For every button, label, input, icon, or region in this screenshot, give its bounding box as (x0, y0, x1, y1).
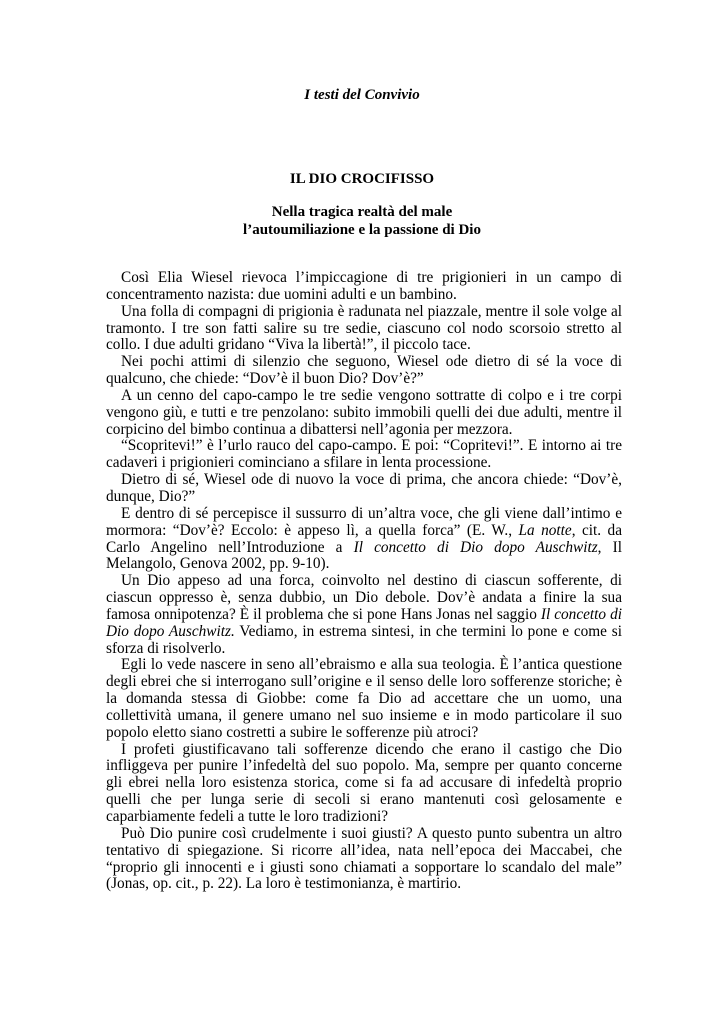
series-title: I testi del Convivio (304, 87, 420, 103)
body-paragraph (106, 270, 622, 304)
paragraph-text: Una folla di compagni di prigionia è radunata nel piazzale, mentre il sole volge al tramonto. I tre son fatti salire su tre sedie, ciascuno col nodo scorsoio stretto al collo. I due adulti gridano “Viva la libertà!”, il piccolo tace. (106, 302, 622, 354)
paragraph-text: Egli lo vede nascere in seno all’ebraismo e alla sua teologia. È l’antica questione degli ebrei che si interrogano sull’origine e il senso delle loro sofferenze storiche; è la domanda stessa di Giobbe: come fa Dio ad accettare che un uomo, una collettività umana, il genere umano nel suo insieme e in modo particolare il suo popolo eletto siano costretti a subire le sofferenze più atroci? (106, 656, 622, 741)
paragraph-text: I profeti giustificavano tali sofferenze dicendo che erano il castigo che Dio infliggeva per punire l’infedeltà del suo popolo. Ma, sempre per quanto concerne gli ebrei nella loro esistenza storica, come si fa ad accusare di infedeltà proprio quelli che per lunga serie di secoli si erano mantenuti così gelosamente e caparbiamente fedeli a tutte le loro tradizioni? (106, 740, 622, 825)
paragraph-text: A un cenno del capo-campo le tre sedie vengono sottratte di colpo e i tre corpi vengono giù, e tutti e tre penzolano: subito immobili quelli dei due adulti, mentre il corpicino del bimbo continua a dibattersi nell’agonia per mezzora. (106, 386, 622, 438)
article-subtitle (0, 203, 724, 239)
paragraph-text: , Il Melangolo, Genova 2002, pp. 9-10). (106, 538, 622, 573)
paragraph-text: E dentro di sé percepisce il sussurro di un’altra voce, che gli viene dall’intimo e mormora: “Dov’è? Eccolo: è appeso lì, a quella forca” (E. W., (106, 504, 622, 539)
italic-title-text: Il concetto di Dio dopo Auschwitz (353, 538, 598, 556)
body-paragraph (106, 438, 622, 472)
italic-title-text: Il concetto di Dio dopo Auschwitz. (106, 605, 622, 640)
paragraph-text: , cit. da Carlo Angelino nell’Introduzione a (106, 521, 622, 556)
subtitle-line-2: l’autoumiliazione e la passione di Dio (243, 222, 481, 238)
italic-title-text: La notte (518, 521, 572, 539)
paragraph-text: Può Dio punire così crudelmente i suoi giusti? A questo punto subentra un altro tentativo di spiegazione. Si ricorre all’idea, nata nell’epoca dei Maccabei, che “proprio gli innocenti e i giusti sono chiamati a sopportare lo scandalo del male” (Jonas, op. cit., p. 22). La loro è testimonianza, è martirio. (106, 824, 622, 893)
body-paragraph (106, 354, 622, 388)
paragraph-text: Nei pochi attimi di silenzio che seguono, Wiesel ode dietro di sé la voce di qualcuno, che chiede: “Dov’è il buon Dio? Dov’è?” (106, 353, 622, 388)
body-paragraph (106, 304, 622, 355)
article-body (106, 270, 622, 893)
body-paragraph (106, 506, 622, 573)
subtitle-line-1: Nella tragica realtà del male (271, 204, 453, 220)
body-paragraph (106, 472, 622, 506)
article-title: IL DIO CROCIFISSO (289, 171, 435, 187)
body-paragraph (106, 657, 622, 741)
paragraph-text: Dietro di sé, Wiesel ode di nuovo la voce di prima, che ancora chiede: “Dov’è, dunque, Dio?” (106, 471, 622, 505)
paragraph-text: Vediamo, in estrema sintesi, in che termini lo pone e come si sforza di risolverlo. (106, 622, 622, 657)
paragraph-text: “Scopritevi!” è l’urlo rauco del capo-campo. E poi: “Copritevi!”. E intorno ai tre cadaveri i prigionieri cominciano a sfilare in lenta processione. (106, 437, 622, 472)
body-paragraph (106, 826, 622, 893)
body-paragraph (106, 388, 622, 439)
paragraph-text: Così Elia Wiesel rievoca l’impiccagione di tre prigionieri in un campo di concentramento nazista: due uomini adulti e un bambino. (106, 269, 622, 303)
paragraph-text: Un Dio appeso ad una forca, coinvolto nel destino di ciascun sofferente, di ciascun oppresso è, senza dubbio, un Dio debole. Dov’è andata a finire la sua famosa onnipotenza? È il problema che si pone Hans Jonas nel saggio (106, 572, 622, 623)
body-paragraph (106, 573, 622, 657)
body-paragraph (106, 742, 622, 826)
